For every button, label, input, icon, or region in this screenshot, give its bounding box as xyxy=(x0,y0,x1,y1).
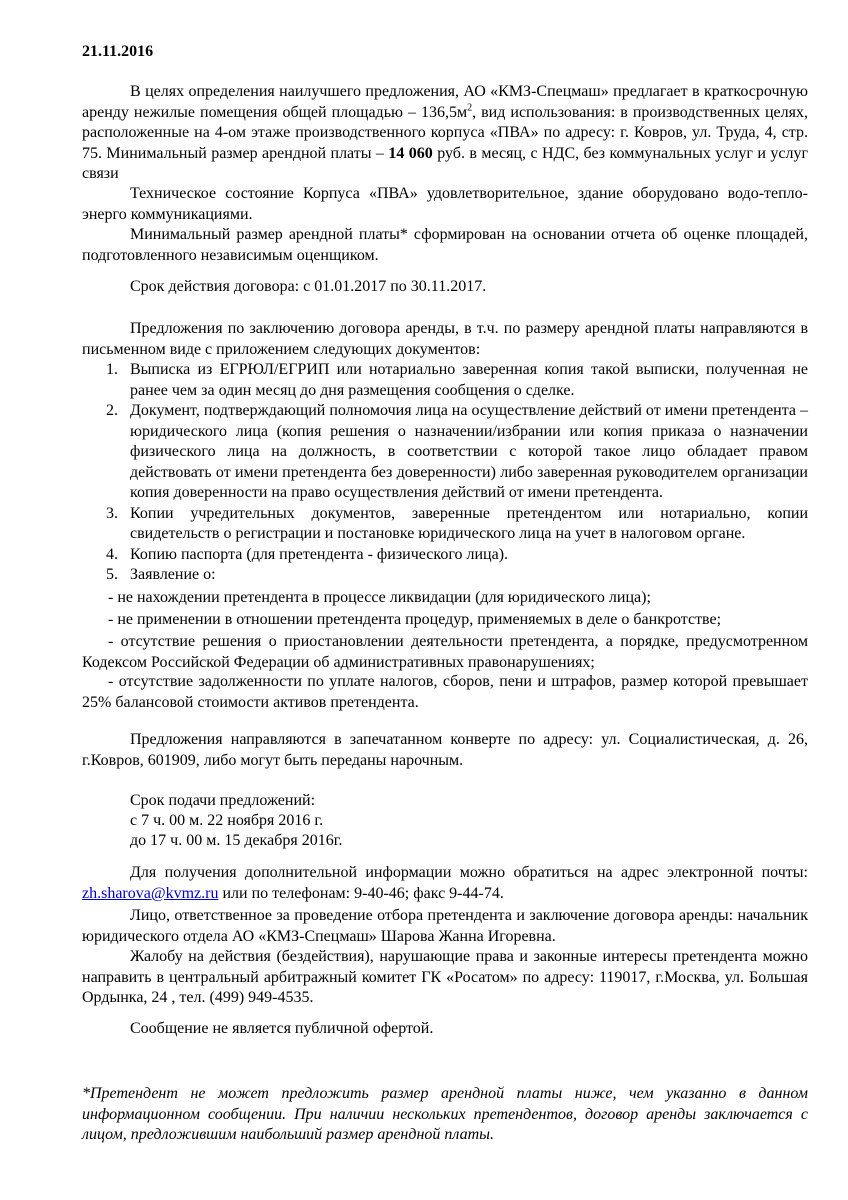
statement-item: - отсутствие задолженности по уплате налогов, сборов, пени и штрафов, размер которой превышает 25% балансовой стоимости активов претендента. xyxy=(82,673,808,711)
contact-paragraph: Для получения дополнительной информации можно обратиться на адрес электронной почты: zh.sharova@kvmz.ru или по телефонам: 9-40-46; факс 9-44-74. xyxy=(82,864,808,902)
footnote: *Претендент не может предложить размер арендной платы ниже, чем указанно в данном информационном сообщении. При наличии нескольких претендентов, договор аренды заключается с лицом, предложившим наибольший размер арендной платы. xyxy=(82,1085,808,1143)
list-item: 2. Документ, подтверждающий полномочия лица на осуществление действий от имени претендента – юридического лица (копия решения о назначении/избрании или копия приказа о назначении физического лица на должность, в соответствии с которой такое лицо обладает правом действовать от имени претендента без доверенности) либо заверенная руководителем организации копия доверенности на право осуществления действий от имени претендента. xyxy=(106,402,809,501)
intro-text-1: В целях определения наилучшего предложения, АО «КМЗ-Спецмаш» предлагает в краткосрочную аренду нежилые помещения общей площадью – 136,5м xyxy=(82,83,808,121)
document-date: 21.11.2016 xyxy=(82,43,154,60)
list-item: 3. Копии учредительных документов, заверенные претендентом или нотариально, копии свидетельств о регистрации и постановке юридического лица на учет в налоговом органе. xyxy=(106,504,808,542)
contract-term: Срок действия договора: с 01.01.2017 по 30.11.2017. xyxy=(130,278,487,295)
not-offer-statement: Сообщение не является публичной офертой. xyxy=(130,1020,434,1037)
list-item: 5. Заявление о: xyxy=(106,566,216,583)
statement-item: - не применении в отношении претендента процедур, применяемых в деле о банкротстве; xyxy=(108,611,722,628)
min-rent-basis-paragraph: Минимальный размер арендной платы* сформирован на основании отчета об оценке площадей, подготовленного независимым оценщиком. xyxy=(82,226,808,264)
intro-text-2: , вид использования: в производственных целях, расположенные на 4-ом этаже производственного корпуса «ПВА» по адресу: г. Ковров, ул. Труда, 4, стр. 75. Минимальный размер арендной платы – xyxy=(82,103,808,162)
submission-to: до 17 ч. 00 м. 15 декабря 2016г. xyxy=(130,832,343,849)
submission-from: с 7 ч. 00 м. 22 ноября 2016 г. xyxy=(130,812,324,829)
submission-title: Срок подачи предложений: xyxy=(130,792,316,809)
area-superscript: 2 xyxy=(467,102,473,114)
statement-item: - отсутствие решения о приостановлении деятельности претендента, а порядке, предусмотренном Кодексом Российской Федерации об административных правонарушениях; xyxy=(82,633,808,671)
complaint-paragraph: Жалобу на действия (бездействия), нарушающие права и законные интересы претендента можно направить в центральный арбитражный комитет ГК «Росатом» по адресу: 119017, г.Москва, ул. Большая Ордынка, 24 , тел. (499) 949-4535. xyxy=(82,948,808,1006)
tech-state-paragraph: Техническое состояние Корпуса «ПВА» удовлетворительное, здание оборудовано водо-тепло-энерго коммуникациями. xyxy=(82,185,808,223)
list-item: 4. Копию паспорта (для претендента - физического лица). xyxy=(106,545,509,563)
documents-list xyxy=(82,360,808,586)
intro-paragraph xyxy=(82,82,808,185)
statement-item: - не нахождении претендента в процессе ликвидации (для юридического лица); xyxy=(108,589,651,606)
sealed-envelope-paragraph: Предложения направляются в запечатанном конверте по адресу: ул. Социалистическая, д. 26, г.Ковров, 601909, либо могут быть переданы нарочным. xyxy=(82,731,808,769)
responsible-paragraph: Лицо, ответственное за проведение отбора претендента и заключение договора аренды: начальник юридического отдела АО «КМЗ-Спецмаш» Шарова Жанна Игоревна. xyxy=(82,907,808,945)
email-link[interactable]: zh.sharova@kvmz.ru xyxy=(82,884,219,902)
min-rent-price: 14 060 xyxy=(388,144,433,162)
proposals-intro: Предложения по заключению договора аренды, в т.ч. по размеру арендной платы направляются в письменном виде с приложением следующих документов: xyxy=(82,320,808,358)
list-item: 1. Выписка из ЕГРЮЛ/ЕГРИП или нотариально заверенная копия такой выписки, полученная не ранее чем за один месяц до дня размещения сообщения о сделке. xyxy=(106,361,808,399)
intro-text-3: руб. в месяц, с НДС, без коммунальных услуг и услуг связи xyxy=(82,144,809,182)
